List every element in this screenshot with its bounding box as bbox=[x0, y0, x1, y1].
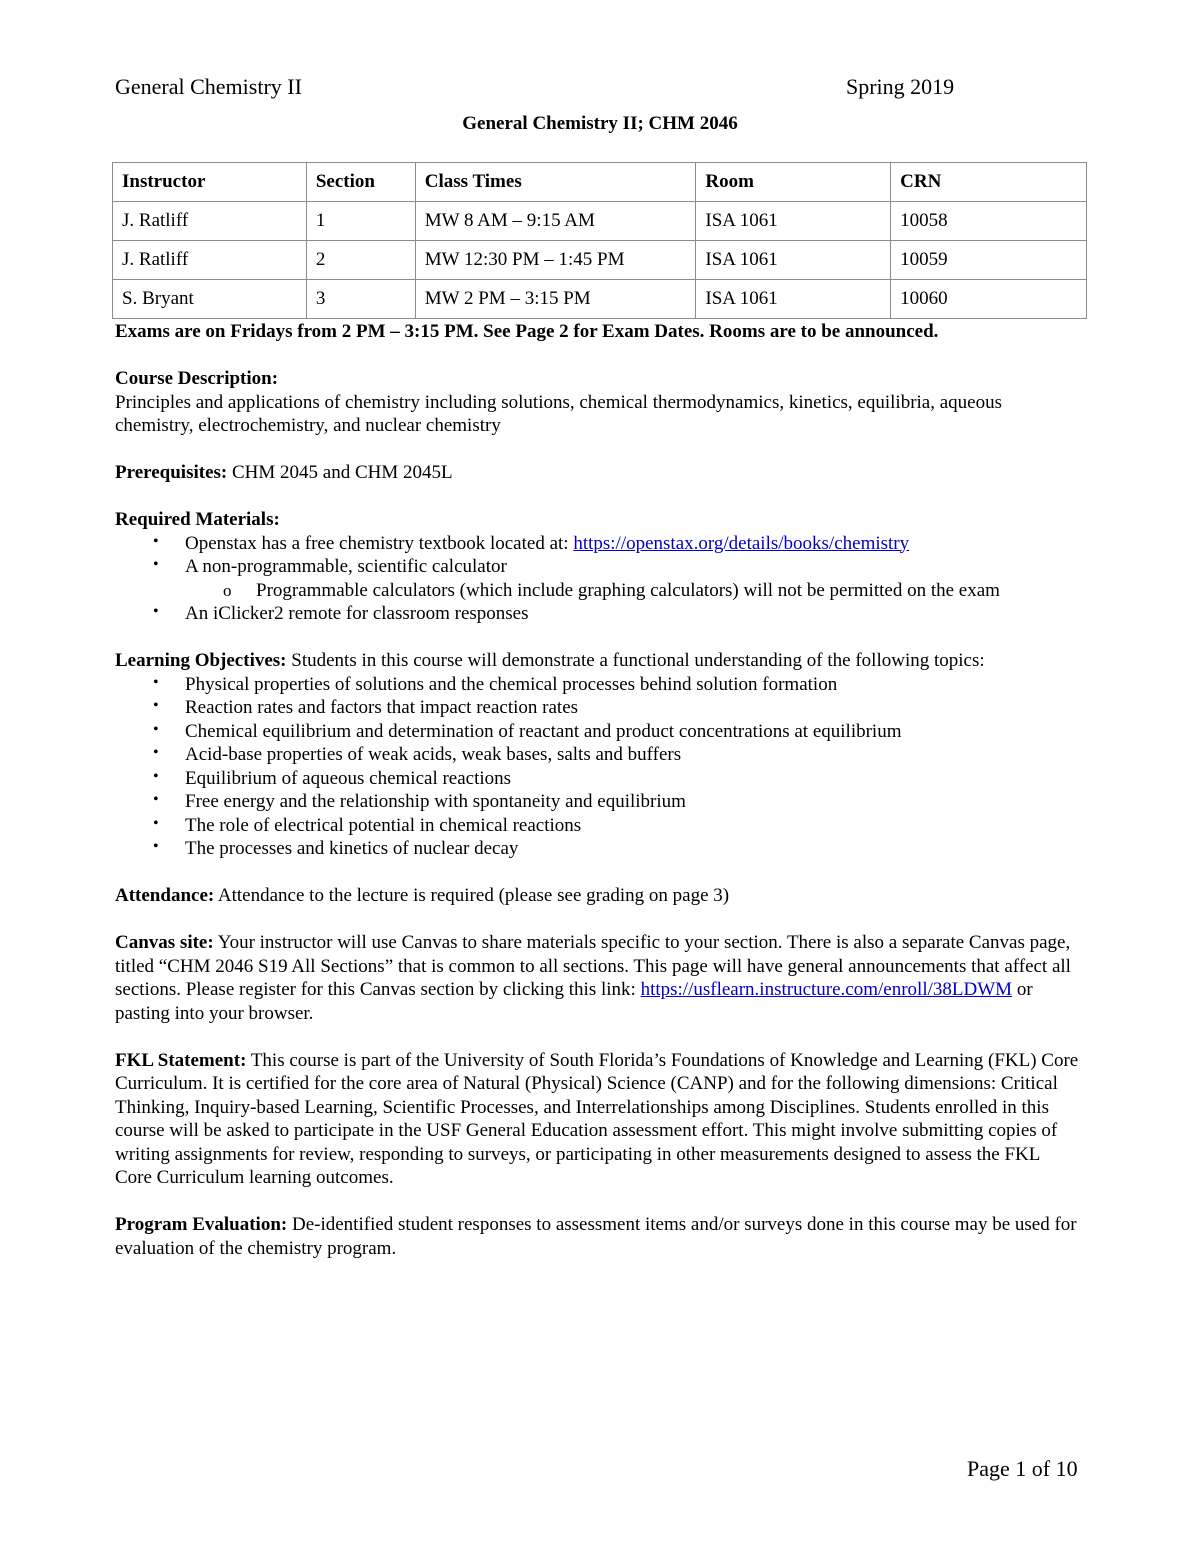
required-materials-heading: Required Materials: bbox=[115, 509, 280, 530]
calculator-sublist bbox=[185, 579, 1080, 603]
table-cell: 1 bbox=[306, 202, 415, 241]
learning-objectives-list bbox=[115, 673, 1080, 861]
list-item: • Free energy and the relationship with spontaneity and equilibrium bbox=[115, 790, 1080, 814]
table-cell: MW 12:30 PM – 1:45 PM bbox=[415, 241, 696, 280]
fkl-heading: FKL Statement: bbox=[115, 1049, 247, 1071]
prerequisites-paragraph bbox=[115, 461, 1080, 485]
list-item: • The processes and kinetics of nuclear decay bbox=[115, 837, 1080, 861]
program-evaluation-paragraph bbox=[115, 1213, 1080, 1260]
header-term: Spring 2019 bbox=[846, 74, 955, 99]
table-cell: 10060 bbox=[891, 280, 1087, 319]
table-row bbox=[113, 202, 1087, 241]
exam-note: Exams are on Fridays from 2 PM – 3:15 PM. See Page 2 for Exam Dates. Rooms are to be announced. bbox=[115, 321, 939, 342]
fkl-paragraph bbox=[115, 1049, 1080, 1190]
program-evaluation-text: De-identified student responses to assessment items and/or surveys done in this course may be used for evaluation of the chemistry program. bbox=[115, 1214, 1077, 1259]
table-row bbox=[113, 280, 1087, 319]
table-cell: 10059 bbox=[891, 241, 1087, 280]
prerequisites-heading: Prerequisites: bbox=[115, 462, 228, 483]
list-item: • The role of electrical potential in chemical reactions bbox=[115, 814, 1080, 838]
document-body bbox=[115, 320, 1080, 1260]
list-item: • Acid-base properties of weak acids, weak bases, salts and buffers bbox=[115, 743, 1080, 767]
sub-list-item: o Programmable calculators (which include graphing calculators) will not be permitted on the exam bbox=[115, 579, 1080, 603]
column-header: CRN bbox=[891, 163, 1087, 202]
table-cell: MW 2 PM – 3:15 PM bbox=[415, 280, 696, 319]
table-cell: ISA 1061 bbox=[696, 241, 891, 280]
table-cell: 10058 bbox=[891, 202, 1087, 241]
list-item: • Reaction rates and factors that impact reaction rates bbox=[115, 696, 1080, 720]
table-cell: ISA 1061 bbox=[696, 280, 891, 319]
attendance-heading: Attendance: bbox=[115, 885, 215, 906]
canvas-enroll-link[interactable]: https://usflearn.instructure.com/enroll/38LDWM bbox=[640, 979, 1013, 1000]
column-header: Section bbox=[306, 163, 415, 202]
textbook-link[interactable]: https://openstax.org/details/books/chemistry bbox=[573, 532, 910, 554]
table-header-row bbox=[113, 163, 1087, 202]
program-evaluation-heading: Program Evaluation: bbox=[115, 1214, 288, 1235]
list-item bbox=[115, 532, 1080, 556]
canvas-after-text: or pasting into your browser. bbox=[115, 979, 1033, 1024]
attendance-paragraph bbox=[115, 884, 1080, 908]
table-cell: 3 bbox=[306, 280, 415, 319]
column-header: Class Times bbox=[415, 163, 696, 202]
fkl-text: This course is part of the University of South Florida’s Foundations of Knowledge and Learning (FKL) Core Curriculum. It is certified for the core area of Natural (Physical) Science (CANP) and for the following dimensions: Critical Thinking, Inquiry-based Learning, Scientific Processes, and Interrelationships among Disciplines. Students enrolled in this course will be asked to participate in the USF General Education assessment effort. This might involve submitting copies of writing assignments for review, responding to surveys, or participating in other measurements designed to assess the FKL Core Curriculum learning outcomes. bbox=[115, 1049, 1079, 1188]
table-cell: S. Bryant bbox=[113, 280, 307, 319]
table-cell: ISA 1061 bbox=[696, 202, 891, 241]
canvas-heading: Canvas site: bbox=[115, 932, 214, 953]
course-description-text: Principles and applications of chemistry including solutions, chemical thermodynamics, kinetics, equilibria, aqueous chemistry, electrochemistry, and nuclear chemistry bbox=[115, 391, 1002, 436]
list-item: • Equilibrium of aqueous chemical reactions bbox=[115, 767, 1080, 791]
learning-objectives-heading: Learning Objectives: bbox=[115, 650, 287, 671]
table-cell: J. Ratliff bbox=[113, 202, 307, 241]
canvas-paragraph bbox=[115, 931, 1080, 1025]
list-item: • Chemical equilibrium and determination of reactant and product concentrations at equilibrium bbox=[115, 720, 1080, 744]
table-row bbox=[113, 241, 1087, 280]
table-cell: 2 bbox=[306, 241, 415, 280]
list-item: • Physical properties of solutions and the chemical processes behind solution formation bbox=[115, 673, 1080, 697]
prerequisites-text: CHM 2045 and CHM 2045L bbox=[227, 462, 453, 483]
list-item: • An iClicker2 remote for classroom responses bbox=[115, 602, 1080, 626]
textbook-text: Openstax has a free chemistry textbook located at: bbox=[185, 532, 574, 554]
learning-objectives-intro bbox=[115, 649, 1080, 673]
canvas-text: Your instructor will use Canvas to share materials specific to your section. There is also a separate Canvas page, titled “CHM 2046 S19 All Sections” that is common to all sections. This page will have general announcements that affect all sections. Please register for this Canvas section by clicking this link: bbox=[115, 932, 1071, 1000]
header-course-name: General Chemistry II bbox=[115, 74, 302, 99]
table-cell: J. Ratliff bbox=[113, 241, 307, 280]
course-description-heading: Course Description: bbox=[115, 368, 279, 389]
required-materials-list bbox=[115, 532, 1080, 626]
page-title: General Chemistry II; CHM 2046 bbox=[462, 113, 738, 134]
column-header: Instructor bbox=[113, 163, 307, 202]
list-item bbox=[115, 555, 1080, 602]
table-cell: MW 8 AM – 9:15 AM bbox=[415, 202, 696, 241]
schedule-table bbox=[112, 162, 1087, 319]
learning-objectives-text: Students in this course will demonstrate a functional understanding of the following topics: bbox=[286, 650, 985, 671]
attendance-text: Attendance to the lecture is required (please see grading on page 3) bbox=[214, 885, 730, 906]
page-number: Page 1 of 10 bbox=[967, 1456, 1078, 1481]
calculator-text: A non-programmable, scientific calculator bbox=[185, 556, 507, 577]
column-header: Room bbox=[696, 163, 891, 202]
